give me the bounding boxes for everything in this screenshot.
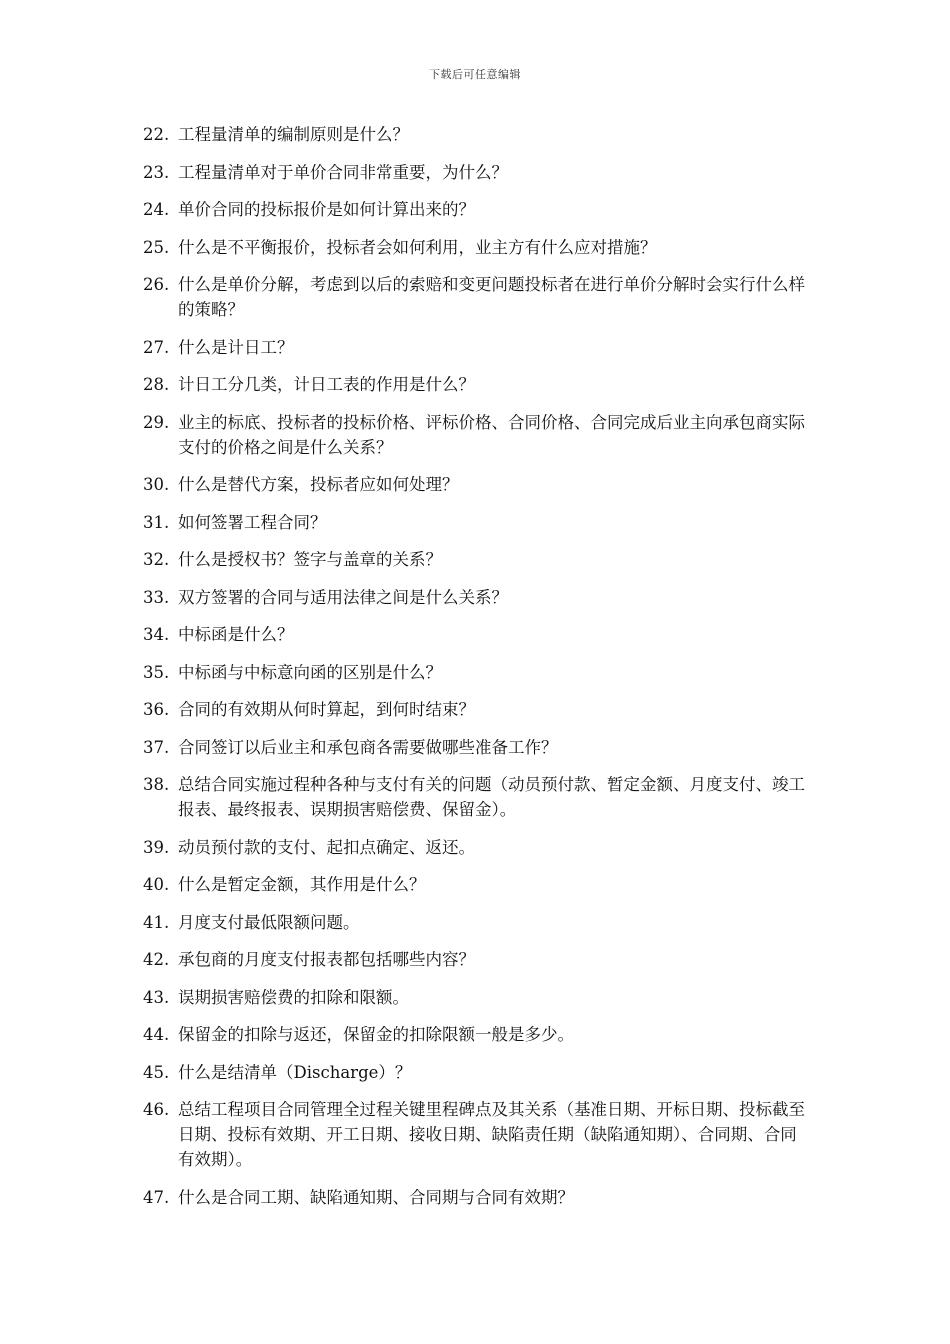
question-text: 工程量清单的编制原则是什么？ (178, 125, 409, 144)
list-item (143, 547, 808, 572)
question-number: 31. (143, 512, 170, 532)
question-number: 35. (143, 662, 170, 682)
list-item (143, 585, 808, 610)
question-number: 28. (143, 375, 170, 394)
page-header: 下载后可任意编辑 (429, 68, 521, 81)
list-item (143, 872, 808, 897)
question-text: 什么是合同工期、缺陷通知期、合同期与合同有效期？ (178, 1187, 574, 1207)
question-text: 合同签订以后业主和承包商各需要做哪些准备工作？ (178, 737, 558, 757)
question-text: 单价合同的投标报价是如何计算出来的？ (178, 200, 475, 219)
list-item (143, 510, 808, 535)
list-item (143, 1022, 808, 1047)
list-item (143, 1185, 808, 1210)
question-text: 中标函与中标意向函的区别是什么？ (178, 662, 442, 682)
question-text: 什么是单价分解，考虑到以后的索赔和变更问题投标者在进行单价分解时会实行什么样的策略？ (178, 275, 805, 319)
question-text: 动员预付款的支付、起扣点确定、返还。 (178, 837, 475, 857)
list-item (143, 735, 808, 760)
question-number: 27. (143, 337, 170, 357)
question-number: 45. (143, 1062, 170, 1082)
list-item (143, 660, 808, 685)
list-item (143, 910, 808, 935)
question-number: 38. (143, 775, 170, 794)
question-text: 承包商的月度支付报表都包括哪些内容？ (178, 950, 475, 969)
question-text: 什么是授权书？签字与盖章的关系？ (178, 550, 442, 569)
question-text: 什么是计日工？ (178, 337, 294, 357)
question-text: 什么是结清单（Discharge）？ (178, 1062, 412, 1082)
question-text: 保留金的扣除与返还，保留金的扣除限额一般是多少。 (178, 1025, 574, 1044)
question-number: 46. (143, 1100, 170, 1119)
question-text: 误期损害赔偿费的扣除和限额。 (178, 987, 409, 1007)
question-number: 25. (143, 237, 170, 257)
list-item (143, 697, 808, 722)
question-text: 什么是替代方案，投标者应如何处理？ (178, 475, 459, 494)
list-item (143, 835, 808, 860)
question-text: 业主的标底、投标者的投标价格、评标价格、合同价格、合同完成后业主向承包商实际支付的价格之间是什么关系？ (178, 412, 805, 457)
list-item (143, 122, 808, 147)
question-number: 40. (143, 875, 170, 894)
question-number: 47. (143, 1187, 170, 1207)
list-item (143, 772, 808, 822)
list-item (143, 372, 808, 397)
question-text: 总结合同实施过程种各种与支付有关的问题（动员预付款、暂定金额、月度支付、竣工报表、最终报表、误期损害赔偿费、保留金）。 (178, 775, 805, 819)
list-item (143, 1097, 808, 1172)
question-text: 什么是不平衡报价，投标者会如何利用，业主方有什么应对措施？ (178, 237, 657, 257)
list-item (143, 335, 808, 360)
question-number: 26. (143, 275, 170, 294)
list-item (143, 622, 808, 647)
question-text: 什么是暂定金额，其作用是什么？ (178, 875, 426, 894)
question-number: 33. (143, 587, 170, 607)
question-number: 23. (143, 162, 170, 182)
question-text: 总结工程项目合同管理全过程关键里程碑点及其关系（基准日期、开标日期、投标截至日期、投标有效期、开工日期、接收日期、缺陷责任期（缺陷通知期）、合同期、合同有效期）。 (178, 1100, 805, 1169)
question-text: 如何签署工程合同？ (178, 512, 327, 532)
question-number: 32. (143, 550, 170, 569)
question-number: 36. (143, 700, 170, 719)
question-number: 41. (143, 912, 170, 932)
list-item (143, 985, 808, 1010)
list-item (143, 1060, 808, 1085)
question-number: 43. (143, 987, 170, 1007)
list-item (143, 160, 808, 185)
question-list (143, 122, 808, 1222)
question-number: 42. (143, 950, 170, 969)
question-number: 34. (143, 625, 170, 644)
list-item (143, 410, 808, 460)
list-item (143, 235, 808, 260)
question-text: 中标函是什么？ (178, 625, 294, 644)
question-text: 计日工分几类，计日工表的作用是什么？ (178, 375, 475, 394)
list-item (143, 472, 808, 497)
list-item (143, 272, 808, 322)
question-number: 29. (143, 412, 170, 432)
list-item (143, 947, 808, 972)
question-number: 39. (143, 837, 170, 857)
question-text: 工程量清单对于单价合同非常重要，为什么？ (178, 162, 508, 182)
question-text: 双方签署的合同与适用法律之间是什么关系？ (178, 587, 508, 607)
question-text: 月度支付最低限额问题。 (178, 912, 360, 932)
question-number: 37. (143, 737, 170, 757)
list-item (143, 197, 808, 222)
question-number: 44. (143, 1025, 170, 1044)
question-number: 24. (143, 200, 170, 219)
question-text: 合同的有效期从何时算起，到何时结束？ (178, 700, 475, 719)
question-number: 30. (143, 475, 170, 494)
question-number: 22. (143, 125, 170, 144)
